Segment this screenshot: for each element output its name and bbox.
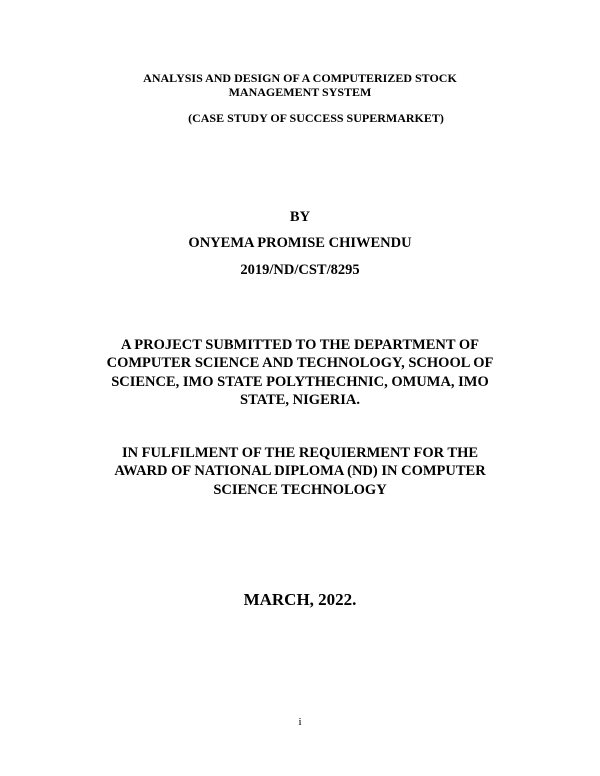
submission-line-3: SCIENCE, IMO STATE POLYTHECHNIC, OMUMA, IMO <box>111 374 489 390</box>
fulfilment-line-3: SCIENCE TECHNOLOGY <box>213 482 387 498</box>
fulfilment-line-2: AWARD OF NATIONAL DIPLOMA (ND) IN COMPUTER <box>114 463 486 479</box>
registration-number: 2019/ND/CST/8295 <box>240 262 360 278</box>
author-name: ONYEMA PROMISE CHIWENDU <box>188 235 412 251</box>
case-study-line: (CASE STUDY OF SUCCESS SUPERMARKET) <box>188 111 444 125</box>
title-line-1: ANALYSIS AND DESIGN OF A COMPUTERIZED STOCK <box>143 71 457 85</box>
submission-line-4: STATE, NIGERIA. <box>240 392 360 408</box>
title-line-2: MANAGEMENT SYSTEM <box>228 85 372 99</box>
fulfilment-line-1: IN FULFILMENT OF THE REQUIERMENT FOR THE <box>121 445 479 461</box>
submission-line-1: A PROJECT SUBMITTED TO THE DEPARTMENT OF <box>120 337 480 353</box>
by-label: BY <box>289 209 311 225</box>
page-number: i <box>298 716 302 728</box>
submission-date: MARCH, 2022. <box>243 590 357 609</box>
submission-line-2: COMPUTER SCIENCE AND TECHNOLOGY, SCHOOL OF <box>106 355 494 371</box>
